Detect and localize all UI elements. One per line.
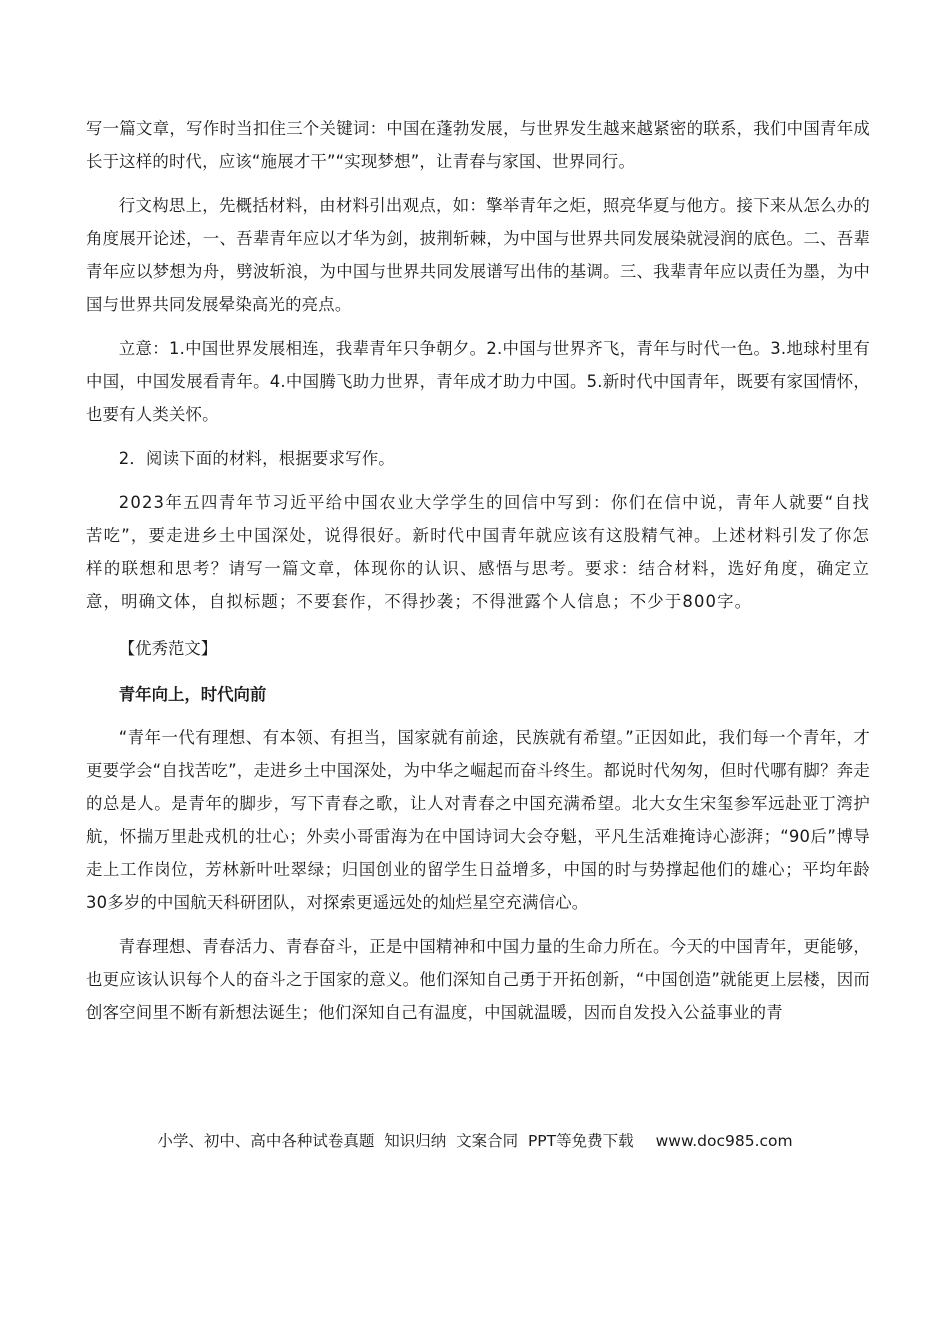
material-paragraph: 2023年五四青年节习近平给中国农业大学学生的回信中写到：你们在信中说，青年人就要“自找苦吃”，要走进乡土中国深处，说得很好。新时代中国青年就应该有这股精气神。上述材料引发了你怎样的联想和思考？请写一篇文章，体现你的认识、感悟与思考。要求：结合材料，选好角度，确定立意，明确文体，自拟标题；不要套作，不得抄袭；不得泄露个人信息；不少于800字。 — [86, 493, 870, 611]
footer-url[interactable]: www.doc985.com — [655, 1132, 793, 1150]
footer-text: 小学、初中、高中各种试卷真题 知识归纳 文案合同 PPT等免费下载 — [157, 1132, 634, 1150]
structure-paragraph: 行文构思上，先概括材料，由材料引出观点，如：擎举青年之炬，照亮华夏与他方。接下来从怎么办的角度展开论述，一、吾辈青年应以才华为剑，披荆斩棘，为中国与世界共同发展染就浸润的底色。二、吾辈青年应以梦想为舟，劈波斩浪，为中国与世界共同发展谱写出伟的基调。三、我辈青年应以责任为墨，为中国与世界共同发展晕染高光的亮点。 — [86, 196, 870, 314]
essay-paragraph: 青春理想、青春活力、青春奋斗，正是中国精神和中国力量的生命力所在。今天的中国青年，更能够，也更应该认识每个人的奋斗之于国家的意义。他们深知自己勇于开拓创新，“中国创造”就能更上层楼，因而创客空间里不断有新想法诞生；他们深知自己有温度，中国就温暖，因而自发投入公益事业的青 — [86, 937, 870, 1022]
question-number: 2．阅读下面的材料，根据要求写作。 — [118, 449, 395, 468]
section-label: 【优秀范文】 — [118, 639, 218, 658]
intro-paragraph: 写一篇文章，写作时当扣住三个关键词：中国在蓬勃发展，与世界发生越来越紧密的联系，我们中国青年成长于这样的时代，应该“施展才干”“实现梦想”，让青春与家国、世界同行。 — [86, 119, 870, 171]
page-content — [86, 112, 870, 1029]
essay-paragraph: “青年一代有理想、有本领、有担当，国家就有前途，民族就有希望。”正因如此，我们每一个青年，才更要学会“自找苦吃”，走进乡土中国深处，为中华之崛起而奋斗终生。都说时代匆匆，但时代哪有脚？奔走的总是人。是青年的脚步，写下青春之歌，让人对青春之中国充满希望。北大女生宋玺参军远赴亚丁湾护航，怀揣万里赴戎机的壮心；外卖小哥雷海为在中国诗词大会夺魁，平凡生活难掩诗心澎湃；“90后”博导走上工作岗位，芳林新叶吐翠绿；归国创业的留学生日益增多，中国的时与势撑起他们的雄心；平均年龄30多岁的中国航天科研团队，对探索更遥远处的灿烂星空充满信心。 — [86, 728, 870, 912]
page-footer — [0, 1129, 950, 1151]
theme-paragraph: 立意：1.中国世界发展相连，我辈青年只争朝夕。2.中国与世界齐飞，青年与时代一色。3.地球村里有中国，中国发展看青年。4.中国腾飞助力世界，青年成才助力中国。5.新时代中国青年，既要有家国情怀，也要有人类关怀。 — [86, 339, 870, 424]
essay-title: 青年向上，时代向前 — [118, 685, 267, 704]
